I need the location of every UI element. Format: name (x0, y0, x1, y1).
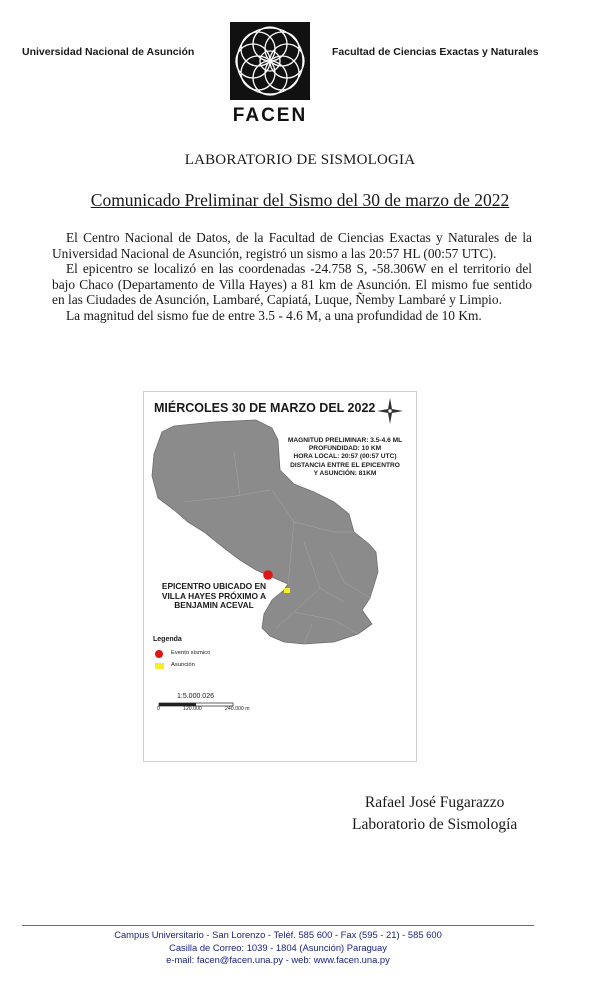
compass-rose-icon (376, 397, 404, 425)
footer-contact: e-mail: facen@facen.una.py - web: www.facen.una.py (166, 954, 390, 966)
footer-mailbox: Casilla de Correo: 1039 - 1804 (Asunción) Paraguay (169, 941, 387, 953)
earthquake-map (143, 391, 417, 762)
yellow-swatch-icon (155, 663, 164, 669)
epicenter-label-line: VILLA HAYES PRÓXIMO A (161, 590, 267, 601)
red-dot-icon (155, 650, 163, 658)
info-local-time: HORA LOCAL: 20:57 (00:57 UTC) (293, 453, 397, 461)
legend-title: Legenda (153, 636, 182, 643)
header-university-name: Universidad Nacional de Asunción (22, 46, 195, 58)
asuncion-marker (284, 588, 290, 593)
signature-block (352, 792, 517, 836)
paragraph-1: El Centro Nacional de Datos, de la Facultad de Ciencias Exactas y Naturales de la Universidad Nacional de Asunción, registró un sismo a las 20:57 HL (00:57 UTC). (52, 230, 532, 261)
scale-tick-2: 240.000 m (225, 706, 250, 712)
info-magnitude: MAGNITUD PRELIMINAR: 3.5-4.6 ML (287, 437, 403, 444)
footer (0, 929, 556, 967)
info-distance-line2: Y ASUNCIÓN: 81KM (313, 469, 377, 477)
scale-tick-1: 120.000 (183, 706, 202, 712)
footer-divider (22, 925, 534, 926)
paragraph-2: El epicentro se localizó en las coordenadas -24.758 S, -58.306W en el territorio del bajo Chaco (Departamento de Villa Hayes) a 81 km de Asunción. El mismo fue sentido en las Ciudades de Asunción, Lambaré, Capiatá, Luque, Ñemby Lambaré y Limpio. (52, 261, 532, 308)
body-text (52, 230, 532, 324)
logo-text: FACEN (232, 105, 308, 124)
legend-label: Evento sísmico (171, 650, 211, 656)
scale-tick-0: 0 (157, 706, 160, 712)
header-faculty-name: Facultad de Ciencias Exactas y Naturales (332, 46, 539, 58)
info-distance-line1: DISTANCIA ENTRE EL EPICENTRO (290, 461, 400, 469)
epicenter-label-line: EPICENTRO UBICADO EN (161, 581, 267, 591)
info-depth: PROFUNDIDAD: 10 KM (308, 445, 382, 453)
epicenter-label-line: BENJAMIN ACEVAL (174, 600, 254, 611)
quake-info-block (277, 437, 413, 478)
scale-labels (157, 706, 267, 714)
footer-address: Campus Universitario - San Lorenzo - Teléf. 585 600 - Fax (595 - 21) - 585 600 (114, 929, 442, 940)
paragraph-3: La magnitud del sismo fue de entre 3.5 - 4.6 M, a una profundidad de 10 Km. (66, 307, 482, 323)
scale-ratio: 1:5.000.026 (177, 693, 214, 700)
epicenter-label (150, 582, 278, 611)
map-title: MIÉRCOLES 30 DE MARZO DEL 2022 (154, 401, 376, 415)
signatory-role: Laboratorio de Sismología (352, 816, 518, 833)
lab-title: LABORATORIO DE SISMOLOGIA (184, 152, 416, 168)
signatory-name: Rafael José Fugarazzo (364, 794, 505, 811)
epicenter-marker (263, 570, 273, 580)
legend-label: Asunción (171, 662, 195, 668)
facen-logo (230, 22, 310, 124)
document-title: Comunicado Preliminar del Sismo del 30 de marzo de 2022 (90, 190, 510, 210)
